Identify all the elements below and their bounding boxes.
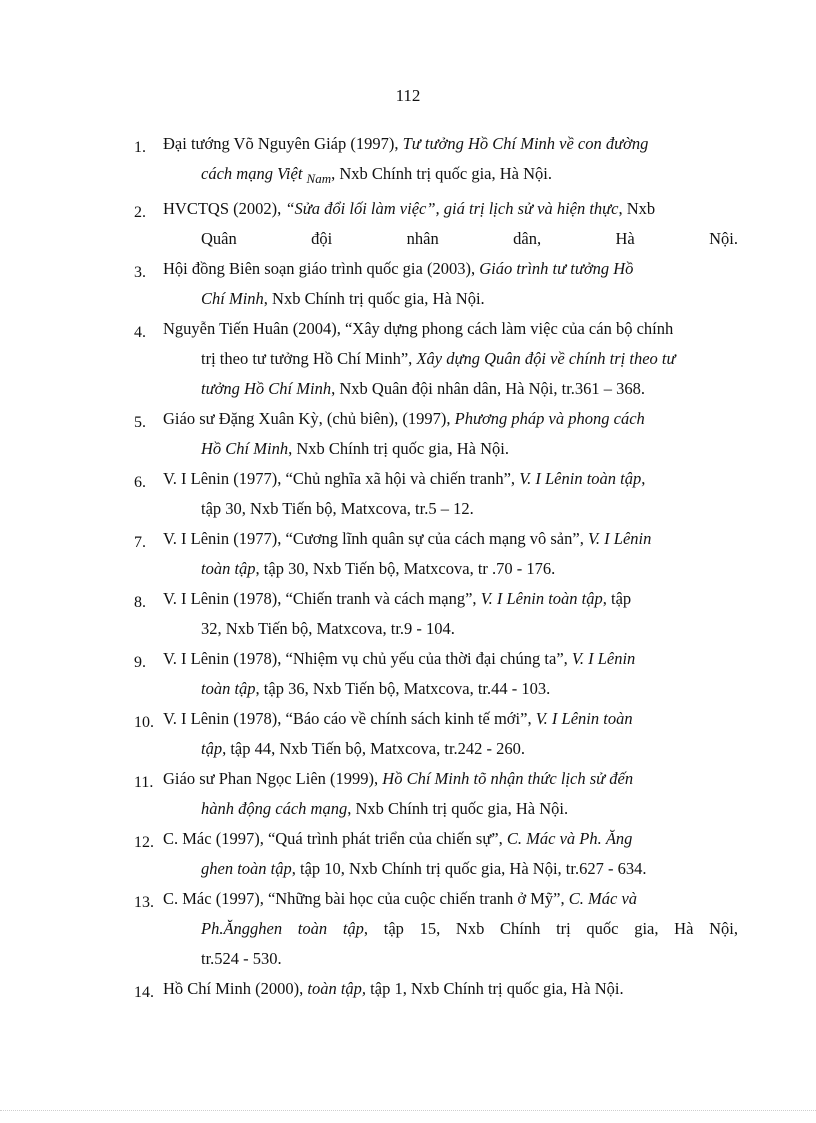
reference-text (163, 464, 738, 524)
reference-number: 5. (134, 414, 146, 431)
italic-title: C. Mác và (568, 889, 638, 908)
plain-text: V. I Lênin (1978), “Báo cáo về chính sách kinh tế mới”, (163, 709, 536, 728)
italic-title: Giáo trình tư tưởng Hồ (479, 259, 634, 278)
plain-text: , Nxb Quân đội nhân dân, Hà Nội, tr.361 – 368. (331, 379, 646, 398)
reference-number: 13. (134, 894, 154, 911)
reference-text (163, 254, 738, 314)
plain-text: C. Mác (1997), “Những bài học của cuộc chiến tranh ở Mỹ”, (163, 889, 569, 908)
plain-text: trị theo tư tưởng Hồ Chí Minh”, (201, 349, 417, 368)
reference-number: 3. (134, 264, 146, 281)
reference-line (163, 614, 738, 644)
plain-text: , (641, 469, 646, 488)
plain-text: Hội đồng Biên soạn giáo trình quốc gia (2003), (163, 259, 480, 278)
reference-text (163, 764, 738, 824)
italic-title: Ph.Ăngghen toàn tập (201, 919, 364, 938)
italic-title: ghen toàn tập (201, 859, 292, 878)
italic-title: tập (201, 739, 223, 758)
plain-text: C. Mác (1997), “Quá trình phát triển của chiến sự”, (163, 829, 507, 848)
reference-text (163, 884, 738, 974)
reference-line (163, 644, 738, 674)
reference-line (163, 129, 738, 159)
plain-text: , tập 36, Nxb Tiến bộ, Matxcova, tr.44 - 103. (255, 679, 551, 698)
reference-item (134, 129, 738, 194)
reference-line (163, 854, 738, 884)
plain-text: Nguyễn Tiến Huân (2004), “Xây dựng phong cách làm việc của cán bộ chính (163, 319, 674, 338)
reference-line (163, 824, 738, 854)
reference-line (163, 344, 738, 374)
reference-number: 14. (134, 984, 154, 1001)
reference-item (134, 824, 738, 884)
plain-text: , tập 15, Nxb Chính trị quốc gia, Hà Nội, (363, 919, 738, 938)
reference-item (134, 704, 738, 764)
reference-number: 1. (134, 139, 146, 156)
reference-line (163, 974, 738, 1004)
reference-line (163, 434, 738, 464)
reference-line (163, 794, 738, 824)
reference-number: 8. (134, 594, 146, 611)
italic-title: Xây dựng Quân đội về chính trị theo tư (416, 349, 676, 368)
plain-text: V. I Lênin (1977), “Cương lĩnh quân sự của cách mạng vô sản”, (163, 529, 588, 548)
reference-item (134, 884, 738, 974)
reference-line (163, 374, 738, 404)
reference-text (163, 704, 738, 764)
reference-item (134, 584, 738, 644)
italic-title: V. I Lênin toàn tập (519, 469, 642, 488)
reference-text (163, 129, 738, 194)
reference-number: 12. (134, 834, 154, 851)
italic-title: C. Mác và Ph. Ăng (506, 829, 633, 848)
reference-number: 4. (134, 324, 146, 341)
italic-title: V. I Lênin (587, 529, 652, 548)
reference-text (163, 974, 738, 1004)
italic-title: V. I Lênin toàn tập (480, 589, 603, 608)
reference-line (163, 494, 738, 524)
plain-text: HVCTQS (2002), (163, 199, 286, 218)
reference-line (163, 704, 738, 734)
reference-item (134, 524, 738, 584)
reference-item (134, 404, 738, 464)
reference-line (163, 764, 738, 794)
subscript-text: Nam (306, 171, 332, 186)
reference-line (163, 314, 738, 344)
reference-line (163, 884, 738, 914)
plain-text: , Nxb Chính trị quốc gia, Hà Nội. (331, 164, 552, 183)
reference-number: 10. (134, 714, 154, 731)
reference-line (163, 914, 738, 944)
plain-text: Giáo sư Phan Ngọc Liên (1999), (163, 769, 383, 788)
reference-line (163, 524, 738, 554)
italic-title: Tư tưởng Hồ Chí Minh về con đường (402, 134, 649, 153)
reference-item (134, 194, 738, 254)
reference-text (163, 824, 738, 884)
reference-text (163, 194, 738, 254)
reference-text (163, 314, 738, 404)
reference-line (163, 159, 738, 194)
italic-title: V. I Lênin toàn (535, 709, 633, 728)
plain-text: V. I Lênin (1978), “Chiến tranh và cách mạng”, (163, 589, 481, 608)
plain-text: tập 1, Nxb Chính trị quốc gia, Hà Nội. (366, 979, 624, 998)
reference-number: 2. (134, 204, 146, 221)
reference-text (163, 584, 738, 644)
reference-line (163, 284, 738, 314)
reference-line (163, 674, 738, 704)
reference-text (163, 644, 738, 704)
reference-list (134, 129, 738, 1004)
reference-item (134, 644, 738, 704)
plain-text: Hồ Chí Minh (2000), (163, 979, 308, 998)
plain-text: tr.524 - 530. (201, 949, 282, 968)
page-bottom-divider (0, 1110, 816, 1111)
plain-text: V. I Lênin (1978), “Nhiệm vụ chủ yếu của thời đại chúng ta”, (163, 649, 572, 668)
italic-title: Chí Minh (201, 289, 264, 308)
plain-text: 32, Nxb Tiến bộ, Matxcova, tr.9 - 104. (201, 619, 455, 638)
plain-text: Giáo sư Đặng Xuân Kỳ, (chủ biên), (1997), (163, 409, 455, 428)
italic-title: toàn tập, (307, 979, 367, 998)
plain-text: , Nxb Chính trị quốc gia, Hà Nội. (347, 799, 569, 818)
italic-title: toàn tập (201, 559, 256, 578)
italic-title: tưởng Hồ Chí Minh (201, 379, 332, 398)
plain-text: , tập 30, Nxb Tiến bộ, Matxcova, tr .70 - 176. (255, 559, 556, 578)
plain-text: Đại tướng Võ Nguyên Giáp (1997), (163, 134, 403, 153)
reference-text (163, 404, 738, 464)
plain-text: , Nxb Chính trị quốc gia, Hà Nội. (288, 439, 509, 458)
reference-line (163, 734, 738, 764)
reference-number: 6. (134, 474, 146, 491)
reference-line (163, 554, 738, 584)
reference-line (163, 944, 738, 974)
italic-title: V. I Lênin (571, 649, 636, 668)
reference-item (134, 974, 738, 1004)
reference-number: 9. (134, 654, 146, 671)
reference-item (134, 464, 738, 524)
plain-text: , tập 10, Nxb Chính trị quốc gia, Hà Nội, tr.627 - 634. (291, 859, 647, 878)
italic-title: Hồ Chí Minh tõ nhận thức lịch sử đến (382, 769, 634, 788)
reference-line (163, 254, 738, 284)
reference-line (163, 584, 738, 614)
italic-title: toàn tập (201, 679, 256, 698)
reference-item (134, 254, 738, 314)
reference-line (163, 224, 738, 254)
italic-title: Phương pháp và phong cách (454, 409, 645, 428)
plain-text: , Nxb (618, 199, 656, 218)
reference-text (163, 524, 738, 584)
reference-number: 7. (134, 534, 146, 551)
reference-number: 11. (134, 774, 154, 791)
italic-title: hành động cách mạng (201, 799, 348, 818)
plain-text: , tập (602, 589, 632, 608)
plain-text: , Nxb Chính trị quốc gia, Hà Nội. (263, 289, 485, 308)
italic-title: Hồ Chí Minh (201, 439, 289, 458)
reference-line (163, 404, 738, 434)
italic-title: cách mạng Việt (201, 164, 307, 183)
plain-text: , tập 44, Nxb Tiến bộ, Matxcova, tr.242 - 260. (222, 739, 526, 758)
plain-text: Quân đội nhân dân, Hà Nội. (201, 229, 738, 248)
reference-item (134, 314, 738, 404)
plain-text: V. I Lênin (1977), “Chủ nghĩa xã hội và chiến tranh”, (163, 469, 520, 488)
reference-line (163, 194, 738, 224)
reference-line (163, 464, 738, 494)
reference-item (134, 764, 738, 824)
plain-text: tập 30, Nxb Tiến bộ, Matxcova, tr.5 – 12. (201, 499, 474, 518)
page-number: 112 (395, 86, 421, 105)
italic-title: “Sửa đổi lối làm việc”, giá trị lịch sử và hiện thực (285, 199, 619, 218)
